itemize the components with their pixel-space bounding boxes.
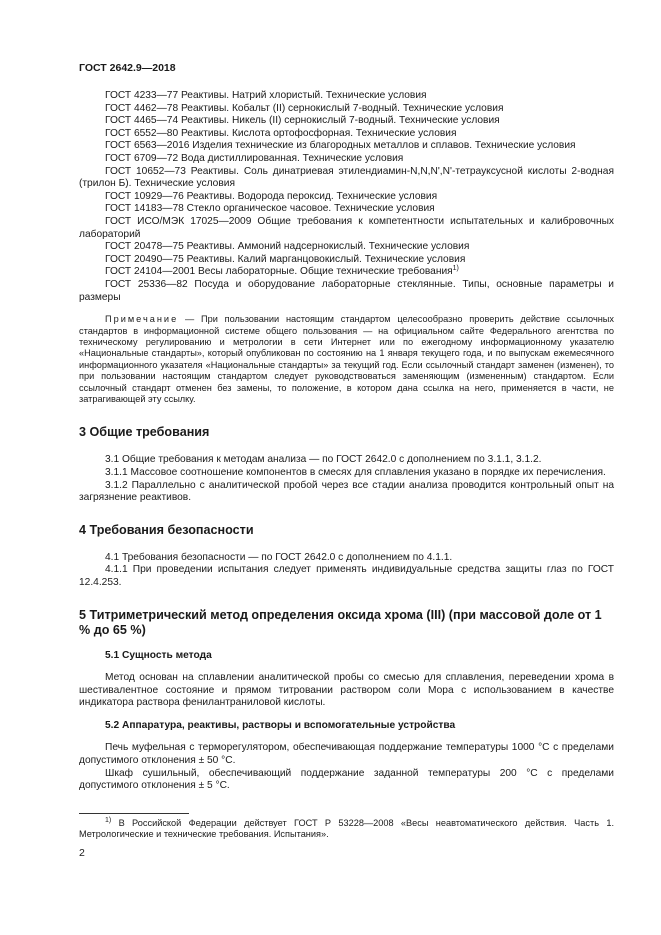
standard-header: ГОСТ 2642.9—2018: [79, 62, 176, 74]
reference-item: ГОСТ 4233—77 Реактивы. Натрий хлористый. Технические условия: [105, 90, 427, 101]
subsection-5-2-heading: 5.2 Аппаратура, реактивы, растворы и вспомогательные устройства: [105, 719, 456, 731]
paragraph-5-2-oven: Шкаф сушильный, обеспечивающий поддержание заданной температуры 200 °С с пределами допустимого отклонения ± 5 °С.: [79, 767, 614, 792]
reference-item: ГОСТ 20490—75 Реактивы. Калий марганцовокислый. Технические условия: [105, 253, 466, 265]
section-3-heading: 3 Общие требования: [79, 425, 210, 440]
page-number: 2: [79, 847, 85, 859]
paragraph-3-1-1: 3.1.1 Массовое соотношение компонентов в смесях для сплавления указано в порядке их перечисления.: [105, 466, 606, 478]
reference-item: ГОСТ ИСО/МЭК 17025—2009 Общие требования к компетентности испытательных и калибровочных лабораторий: [79, 215, 614, 240]
paragraph-4-1: 4.1 Требования безопасности — по ГОСТ 2642.0 с дополнением по 4.1.1.: [105, 551, 453, 563]
paragraph-4-1-1: 4.1.1 При проведении испытания следует применять индивидуальные средства защиты глаз по ГОСТ 12.4.253.: [79, 564, 614, 588]
paragraph-3-1: 3.1 Общие требования к методам анализа — по ГОСТ 2642.0 с дополнением по 3.1.1, 3.1.2.: [105, 454, 542, 466]
reference-text: ГОСТ 24104—2001 Весы лабораторные. Общие технические требования: [105, 266, 453, 278]
footnote-number: 1): [105, 817, 112, 824]
reference-item: ГОСТ 6552—80 Реактивы. Кислота ортофосфорная. Технические условия: [105, 127, 457, 139]
reference-list: [79, 90, 614, 304]
subsection-5-1-heading: 5.1 Сущность метода: [105, 649, 212, 661]
note-lead: Примечание: [105, 314, 179, 325]
reference-item: ГОСТ 10929—76 Реактивы. Водорода пероксид. Технические условия: [105, 190, 438, 202]
section-4-heading: 4 Требования безопасности: [79, 522, 254, 537]
paragraph-5-1: Метод основан на сплавлении аналитической пробы со смесью для сплавления, переведении хрома в шестивалентное состояние и прямом титровании раствором соли Мора с использованием в качестве индикатора раствора фенилантраниловой кислоты.: [79, 672, 614, 709]
reference-item-scales: [79, 266, 614, 279]
footnote-rule: [79, 813, 189, 814]
section-5-heading: 5 Титриметрический метод определения оксида хрома (III) (при массовой доле от 1 % до 65 %): [79, 607, 602, 637]
reference-item: ГОСТ 6709—72 Вода дистиллированная. Технические условия: [105, 152, 404, 164]
footnote-marker: 1): [452, 265, 459, 273]
paragraph-5-2-furnace: Печь муфельная с терморегулятором, обеспечивающая поддержание температуры 1000 °С с пределами допустимого отклонения ± 50 °С.: [79, 742, 614, 767]
note-block: [79, 314, 614, 405]
reference-item: ГОСТ 25336—82 Посуда и оборудование лабораторные стеклянные. Типы, основные параметры и размеры: [79, 278, 614, 303]
reference-item: ГОСТ 20478—75 Реактивы. Аммоний надсернокислый. Технические условия: [105, 241, 470, 253]
reference-item: ГОСТ 10652—73 Реактивы. Соль динатриевая этилендиамин-N,N,N',N'-тетрауксусной кислоты 2-водная (трилон Б). Технические условия: [79, 165, 614, 190]
paragraph-3-1-2: 3.1.2 Параллельно с аналитической пробой через все стадии анализа проводится контрольный опыт на загрязнение реактивов.: [79, 479, 614, 504]
note-text: — При пользовании настоящим стандартом целесообразно проверить действие ссылочных стандартов в информационной системе общего пользования — на официальном сайте Федерального агентства по техническому регулированию и метрологии в сети Интернет или по ежегодному информационному указателю «Национальные стандарты», который опубликован по состоянию на 1 января текущего года, и по выпускам ежемесячного информационного указателя «Национальные стандарты» за текущий год. Если ссылочный стандарт заменен (изменен), то при пользовании настоящим стандартом следует руководствоваться заменяющим (измененным) стандартом. Если ссылочный стандарт отменен без замены, то положение, в котором дана ссылка на него, применяется в части, не затрагивающей эту ссылку.: [79, 314, 614, 404]
reference-item: ГОСТ 4462—78 Реактивы. Кобальт (II) сернокислый 7-водный. Технические условия: [105, 102, 504, 114]
reference-item: ГОСТ 14183—78 Стекло органическое часовое. Технические условия: [105, 203, 435, 215]
reference-item: ГОСТ 4465—74 Реактивы. Никель (II) сернокислый 7-водный. Технические условия: [105, 115, 500, 127]
reference-item: ГОСТ 6563—2016 Изделия технические из благородных металлов и сплавов. Технические условия: [105, 140, 576, 152]
footnote: [79, 818, 614, 841]
footnote-text: В Российской Федерации действует ГОСТ Р 53228—2008 «Весы неавтоматического действия. Часть 1. Метрологические и технические требования. Испытания».: [79, 818, 614, 840]
page-body: [79, 90, 614, 793]
